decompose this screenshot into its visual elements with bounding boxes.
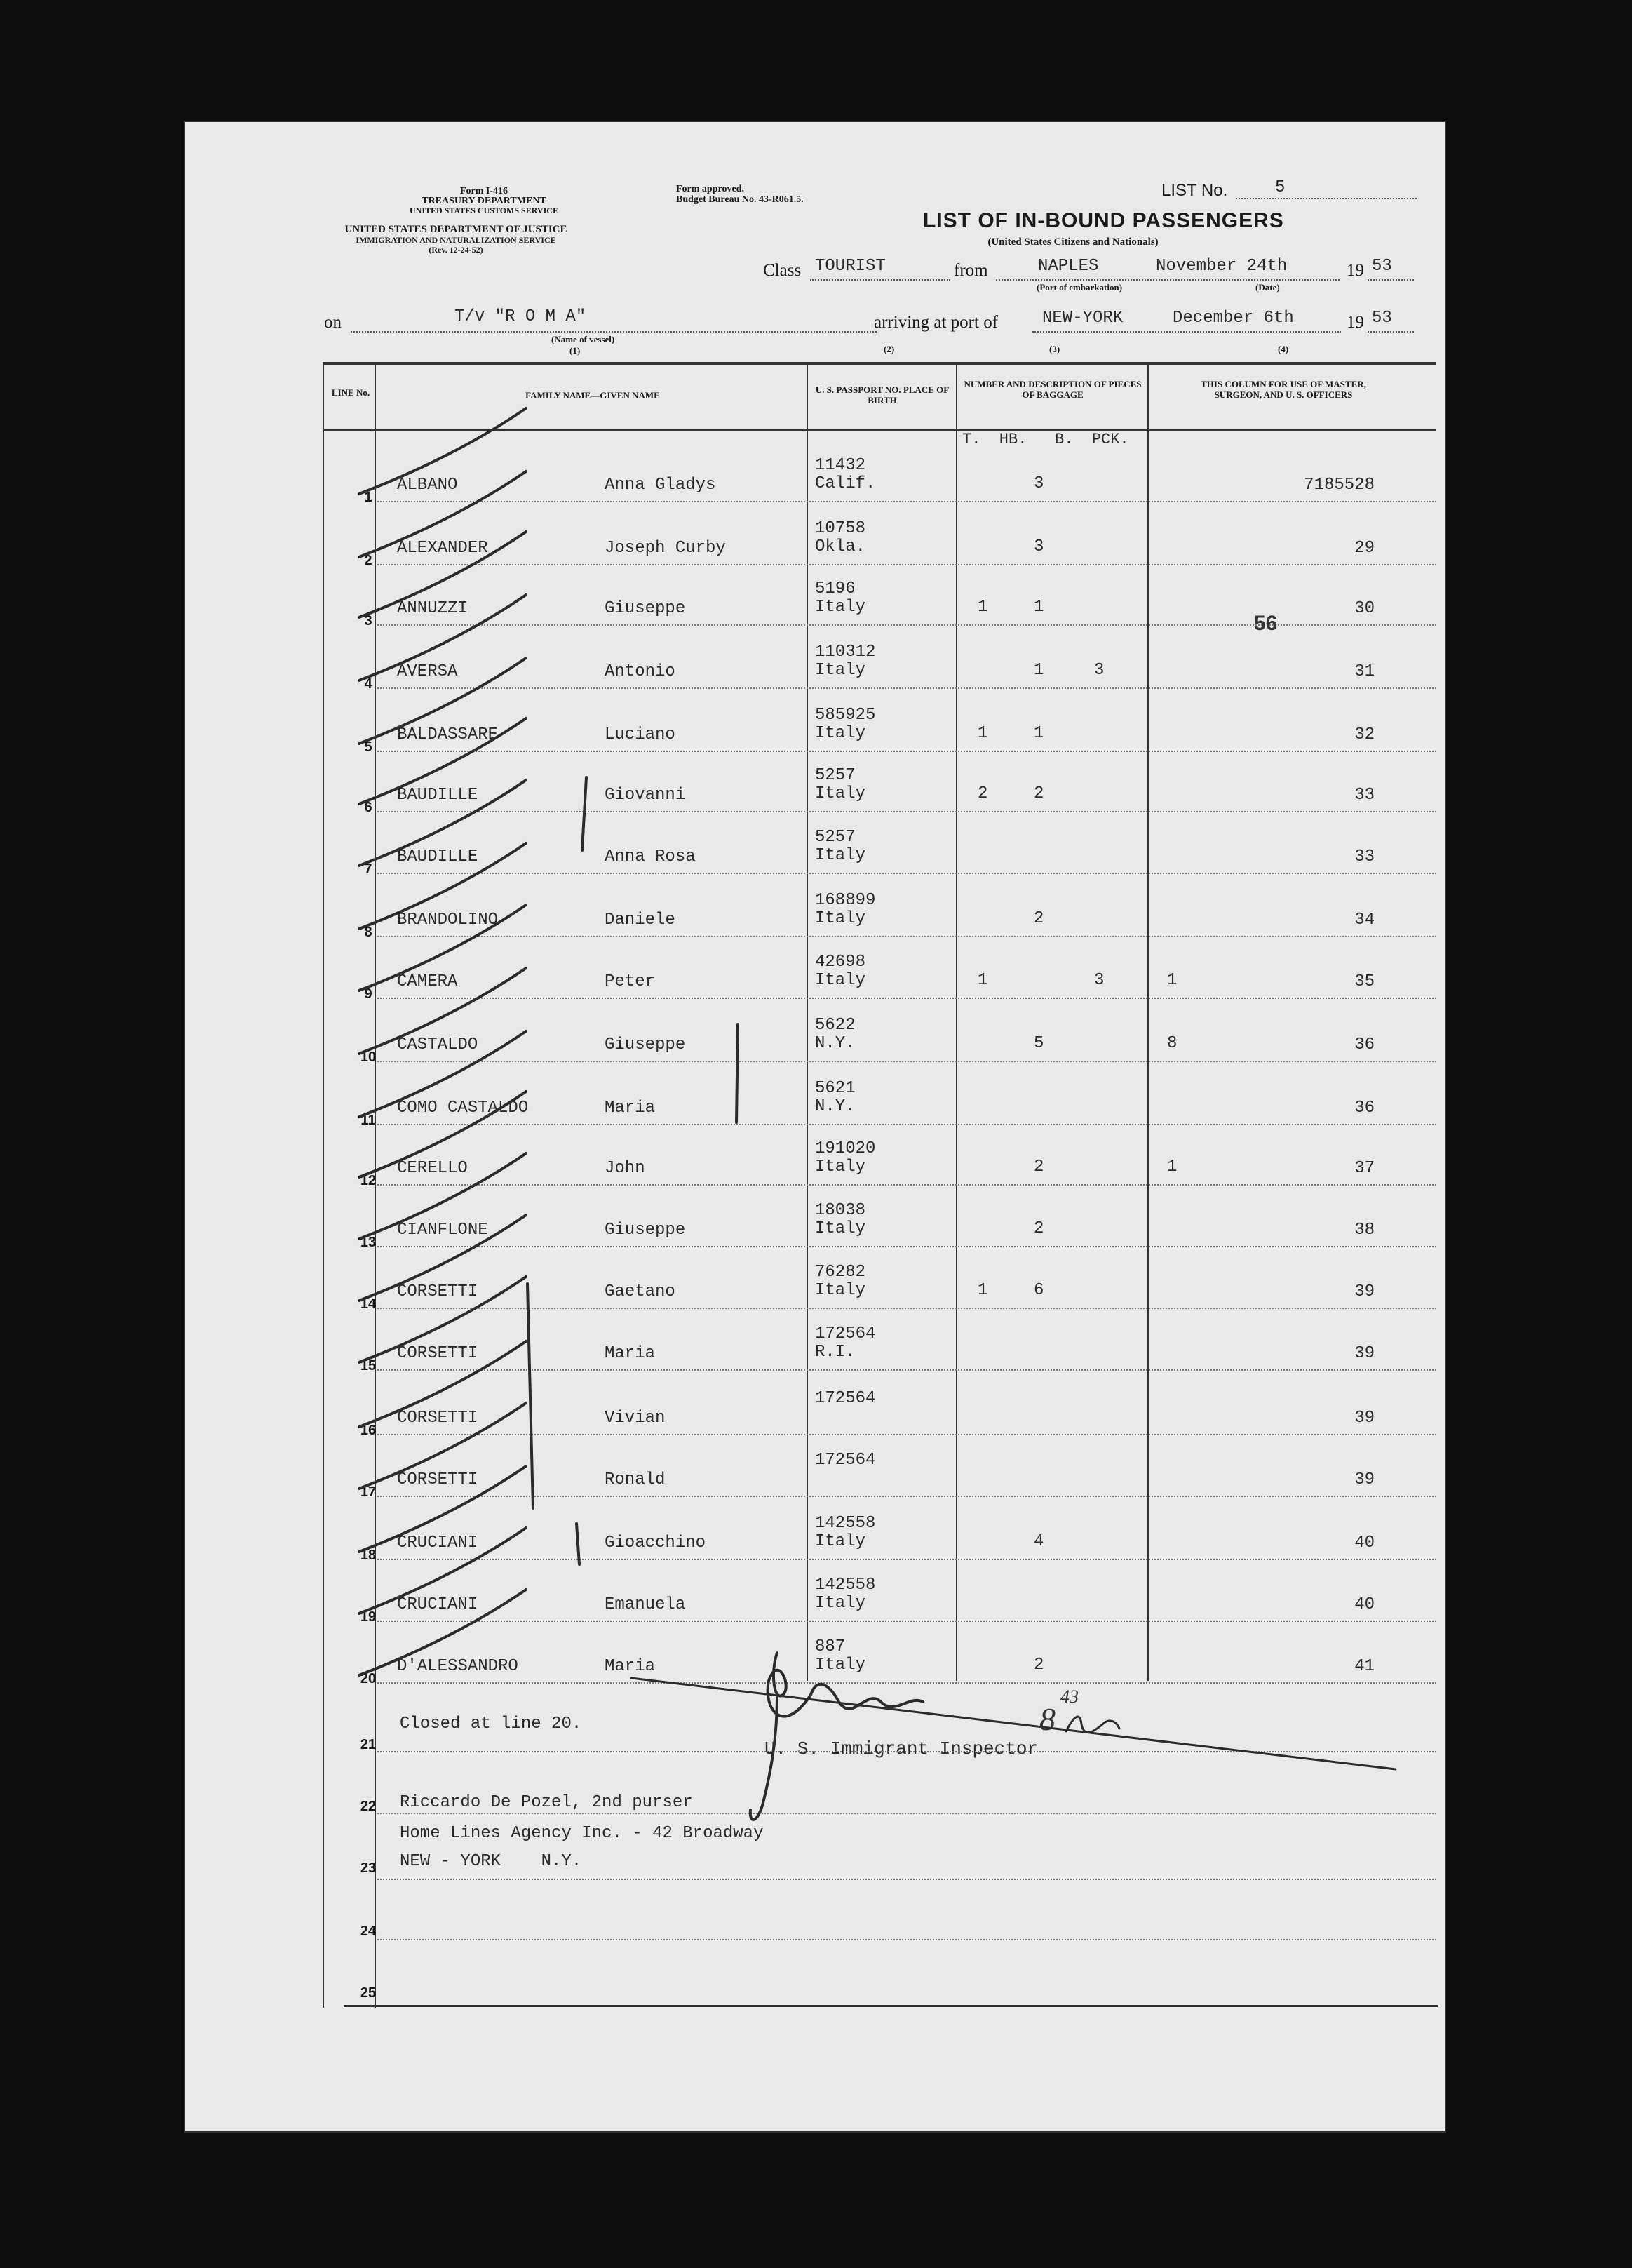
given-name: Giuseppe — [605, 1035, 686, 1054]
line-number: 25 — [360, 1985, 377, 2001]
line-number: 4 — [364, 676, 372, 692]
baggage-subheader: T. HB. B. PCK. — [962, 431, 1129, 448]
caption-2: (2) — [884, 344, 895, 354]
officer-note: 29 — [1354, 539, 1375, 558]
officer-note: 33 — [1354, 786, 1375, 805]
baggage-count: 2 — [1034, 1219, 1044, 1238]
page-subtitle: (United States Citizens and Nationals) — [987, 236, 1159, 248]
officer-note: 36 — [1354, 1099, 1375, 1118]
place-of-birth: R.I. — [815, 1343, 856, 1362]
given-name: Gaetano — [605, 1282, 675, 1301]
passport-number: 5257 — [815, 828, 856, 847]
place-of-birth: Italy — [815, 724, 866, 743]
inspector-title: U. S. Immigrant Inspector — [764, 1738, 1039, 1759]
check-mark — [359, 1092, 529, 1177]
passport-number: 191020 — [815, 1139, 876, 1158]
officer-note: 39 — [1354, 1409, 1375, 1428]
arriving-label: arriving at port of — [874, 313, 999, 332]
bracket-mark — [527, 1284, 533, 1508]
arrival-port: NEW-YORK — [1042, 309, 1124, 328]
agency-address: Home Lines Agency Inc. - 42 Broadway — [400, 1824, 764, 1843]
passport-number: 76282 — [815, 1263, 866, 1282]
passport-number: 142558 — [815, 1514, 876, 1533]
baggage-count: 2 — [1034, 1158, 1044, 1176]
family-name: BRANDOLINO — [397, 911, 499, 930]
given-name: John — [605, 1159, 645, 1178]
family-name: BAUDILLE — [397, 847, 478, 866]
line-number: 16 — [360, 1423, 377, 1438]
officer-note: 36 — [1354, 1035, 1375, 1054]
on-label: on — [324, 313, 342, 332]
family-name: CORSETTI — [397, 1282, 478, 1301]
line-number: 17 — [360, 1484, 377, 1500]
place-of-birth: Italy — [815, 971, 866, 990]
given-name: Giovanni — [605, 786, 686, 805]
line-number: 8 — [364, 925, 372, 940]
treasury-department: TREASURY DEPARTMENT — [422, 196, 546, 206]
place-of-birth: Italy — [815, 661, 866, 680]
passport-number: 172564 — [815, 1324, 876, 1343]
purser-name: Riccardo De Pozel, 2nd purser — [400, 1793, 693, 1812]
family-name: CORSETTI — [397, 1344, 478, 1363]
from-year-prefix: 19 — [1347, 261, 1364, 280]
officer-note: 32 — [1354, 725, 1375, 744]
closed-at-line: Closed at line 20. — [400, 1715, 582, 1733]
form-approved: Form approved. — [676, 184, 744, 194]
signature-note-sup: 43 — [1060, 1686, 1079, 1707]
officer-note: 38 — [1354, 1221, 1375, 1240]
given-name: Gioacchino — [605, 1534, 706, 1552]
passport-number: 172564 — [815, 1451, 876, 1470]
bracket-mark — [736, 1024, 738, 1122]
arrival-year: 53 — [1372, 309, 1392, 328]
check-mark — [359, 1341, 526, 1427]
passport-number: 5196 — [815, 579, 856, 598]
list-no-value: 5 — [1275, 178, 1286, 197]
baggage-count: 3 — [1094, 971, 1105, 990]
passport-number: 18038 — [815, 1201, 866, 1220]
baggage-count: 1 — [1034, 661, 1044, 680]
passport-number: 172564 — [815, 1389, 876, 1408]
line-number: 3 — [364, 613, 372, 629]
family-name: CAMERA — [397, 972, 458, 991]
given-name: Daniele — [605, 911, 675, 930]
line-number: 2 — [364, 553, 372, 568]
baggage-count: 6 — [1034, 1281, 1044, 1300]
department-of-justice: UNITED STATES DEPARTMENT OF JUSTICE — [344, 224, 567, 235]
col-header-officers: THIS COLUMN FOR USE OF MASTER, SURGEON, AND U. S. OFFICERS — [1201, 379, 1366, 400]
passport-number: 585925 — [815, 706, 876, 725]
line-number: 24 — [360, 1924, 377, 1939]
family-name: ALBANO — [397, 476, 458, 495]
caption-4: (4) — [1278, 344, 1289, 354]
check-mark — [359, 532, 526, 617]
family-name: BALDASSARE — [397, 725, 499, 744]
page-title: LIST OF IN-BOUND PASSENGERS — [923, 209, 1284, 232]
class-label: Class — [763, 261, 802, 280]
place-of-birth: N.Y. — [815, 1034, 856, 1053]
officer-note: 41 — [1354, 1657, 1375, 1676]
officer-note: 39 — [1354, 1344, 1375, 1363]
col-header-line-no: LINE No. — [331, 387, 370, 398]
col-header-baggage: NUMBER AND DESCRIPTION OF PIECES OF BAGGAGE — [964, 379, 1142, 400]
bracket-mark — [576, 1524, 579, 1564]
family-name: CIANFLONE — [397, 1221, 488, 1240]
baggage-count: 1 — [978, 971, 988, 990]
family-name: CRUCIANI — [397, 1534, 478, 1552]
officer-note: 39 — [1354, 1282, 1375, 1301]
given-name: Vivian — [605, 1409, 666, 1428]
baggage-count: 1 — [978, 1281, 988, 1300]
check-mark — [359, 718, 526, 804]
line-number: 18 — [360, 1548, 377, 1563]
budget-bureau: Budget Bureau No. 43-R061.5. — [676, 194, 804, 205]
place-of-birth: Italy — [815, 1594, 866, 1613]
given-name: Maria — [605, 1344, 656, 1363]
col-header-passport: U. S. PASSPORT NO. PLACE OF BIRTH — [815, 384, 950, 405]
baggage-count: 1 — [978, 598, 988, 617]
passport-number: 11432 — [815, 456, 866, 475]
from-date: November 24th — [1156, 257, 1288, 276]
ins-service: IMMIGRATION AND NATURALIZATION SERVICE — [356, 235, 556, 245]
baggage-count: 8 — [1167, 1034, 1178, 1053]
baggage-count: 2 — [1034, 784, 1044, 803]
line-number: 10 — [360, 1049, 377, 1065]
check-mark — [359, 408, 526, 494]
baggage-count: 5 — [1034, 1034, 1044, 1053]
line-number: 11 — [360, 1113, 376, 1128]
line-number: 5 — [364, 739, 372, 755]
line-number: 21 — [360, 1737, 377, 1752]
line-number: 13 — [360, 1235, 377, 1250]
given-name: Emanuela — [605, 1595, 686, 1614]
baggage-count: 3 — [1034, 537, 1044, 556]
revision-date: (Rev. 12-24-52) — [429, 245, 483, 255]
given-name: Giuseppe — [605, 599, 686, 618]
caption-3: (3) — [1049, 344, 1060, 354]
officer-note: 40 — [1354, 1595, 1375, 1614]
line-number: 23 — [360, 1860, 377, 1876]
place-of-birth: Italy — [815, 1158, 866, 1176]
officer-note: 34 — [1354, 911, 1375, 930]
line-number: 14 — [360, 1296, 377, 1312]
place-of-birth: N.Y. — [815, 1097, 856, 1116]
agency-city: NEW - YORK N.Y. — [400, 1852, 582, 1871]
place-of-birth: Okla. — [815, 537, 866, 556]
place-of-birth: Calif. — [815, 474, 876, 493]
passport-number: 887 — [815, 1637, 846, 1656]
baggage-count: 1 — [1034, 724, 1044, 743]
place-of-birth: Italy — [815, 1281, 866, 1300]
line-number: 6 — [364, 800, 372, 815]
place-of-birth: Italy — [815, 846, 866, 865]
line-number: 9 — [364, 986, 372, 1002]
line-number: 20 — [360, 1671, 377, 1686]
col-header-name: FAMILY NAME—GIVEN NAME — [525, 390, 660, 401]
baggage-count: 1 — [1034, 598, 1044, 617]
bracket-mark — [582, 777, 586, 850]
line-number: 7 — [364, 861, 372, 877]
officer-note: 39 — [1354, 1470, 1375, 1489]
passport-number: 168899 — [815, 891, 876, 910]
passport-number: 5257 — [815, 766, 856, 785]
officer-note: 30 — [1354, 599, 1375, 618]
margin-note: 56 — [1254, 612, 1278, 635]
baggage-count: 1 — [1167, 971, 1178, 990]
family-name: ANNUZZI — [397, 599, 468, 618]
vessel-caption: (Name of vessel) — [551, 334, 615, 344]
vessel-name: T/v "R O M A" — [454, 307, 586, 326]
from-year: 53 — [1372, 257, 1392, 276]
baggage-count: 4 — [1034, 1532, 1044, 1551]
baggage-count: 2 — [1034, 909, 1044, 928]
line-number: 12 — [360, 1173, 377, 1188]
given-name: Luciano — [605, 725, 675, 744]
family-name: CORSETTI — [397, 1409, 478, 1428]
arrival-date: December 6th — [1173, 309, 1294, 328]
family-name: AVERSA — [397, 662, 458, 681]
port-caption: (Port of embarkation) — [1037, 282, 1123, 293]
family-name: CASTALDO — [397, 1035, 478, 1054]
place-of-birth: Italy — [815, 1656, 866, 1675]
form-number: Form I-416 — [459, 186, 508, 196]
line-number: 15 — [360, 1358, 377, 1374]
family-name: CERELLO — [397, 1159, 468, 1178]
officer-note: 35 — [1354, 972, 1375, 991]
family-name: CORSETTI — [397, 1470, 478, 1489]
given-name: Anna Gladys — [605, 476, 716, 495]
class-value: TOURIST — [815, 257, 886, 276]
customs-service: UNITED STATES CUSTOMS SERVICE — [410, 206, 558, 215]
family-name: ALEXANDER — [397, 539, 488, 558]
baggage-count: 2 — [978, 784, 988, 803]
given-name: Ronald — [605, 1470, 666, 1489]
line-number: 22 — [360, 1799, 377, 1814]
passport-number: 5622 — [815, 1016, 856, 1035]
place-of-birth: Italy — [815, 909, 866, 928]
officer-note: 7185528 — [1304, 476, 1375, 495]
list-no-label: LIST No. — [1161, 181, 1228, 200]
given-name: Joseph Curby — [605, 539, 726, 558]
signature-mark — [750, 1653, 923, 1820]
passport-number: 110312 — [815, 643, 876, 662]
baggage-count: 1 — [978, 724, 988, 743]
given-name: Antonio — [605, 662, 675, 681]
baggage-count: 3 — [1094, 661, 1105, 680]
given-name: Maria — [605, 1657, 656, 1676]
given-name: Anna Rosa — [605, 847, 696, 866]
line-number: 19 — [360, 1609, 377, 1625]
baggage-count: 2 — [1034, 1656, 1044, 1675]
family-name: BAUDILLE — [397, 786, 478, 805]
from-label: from — [954, 261, 988, 280]
arrival-year-prefix: 19 — [1347, 313, 1364, 332]
place-of-birth: Italy — [815, 1219, 866, 1238]
passport-number: 10758 — [815, 519, 866, 538]
place-of-birth: Italy — [815, 1532, 866, 1551]
officer-note: 31 — [1354, 662, 1375, 681]
passport-number: 42698 — [815, 953, 866, 972]
officer-note: 40 — [1354, 1534, 1375, 1552]
caption-1: (1) — [569, 345, 581, 356]
baggage-count: 3 — [1034, 474, 1044, 493]
given-name: Giuseppe — [605, 1221, 686, 1240]
officer-note: 33 — [1354, 847, 1375, 866]
given-name: Maria — [605, 1099, 656, 1118]
line-number: 1 — [364, 490, 372, 505]
signature-note: 8 — [1039, 1701, 1056, 1737]
family-name: CRUCIANI — [397, 1595, 478, 1614]
place-of-birth: Italy — [815, 784, 866, 803]
passport-number: 5621 — [815, 1079, 856, 1098]
passport-number: 142558 — [815, 1576, 876, 1595]
strike-line — [631, 1678, 1396, 1769]
from-port: NAPLES — [1038, 257, 1099, 276]
officer-note: 37 — [1354, 1159, 1375, 1178]
family-name: COMO CASTALDO — [397, 1099, 529, 1118]
given-name: Peter — [605, 972, 656, 991]
place-of-birth: Italy — [815, 598, 866, 617]
baggage-count: 1 — [1167, 1158, 1178, 1176]
date-caption: (Date) — [1255, 282, 1280, 293]
family-name: D'ALESSANDRO — [397, 1657, 518, 1676]
